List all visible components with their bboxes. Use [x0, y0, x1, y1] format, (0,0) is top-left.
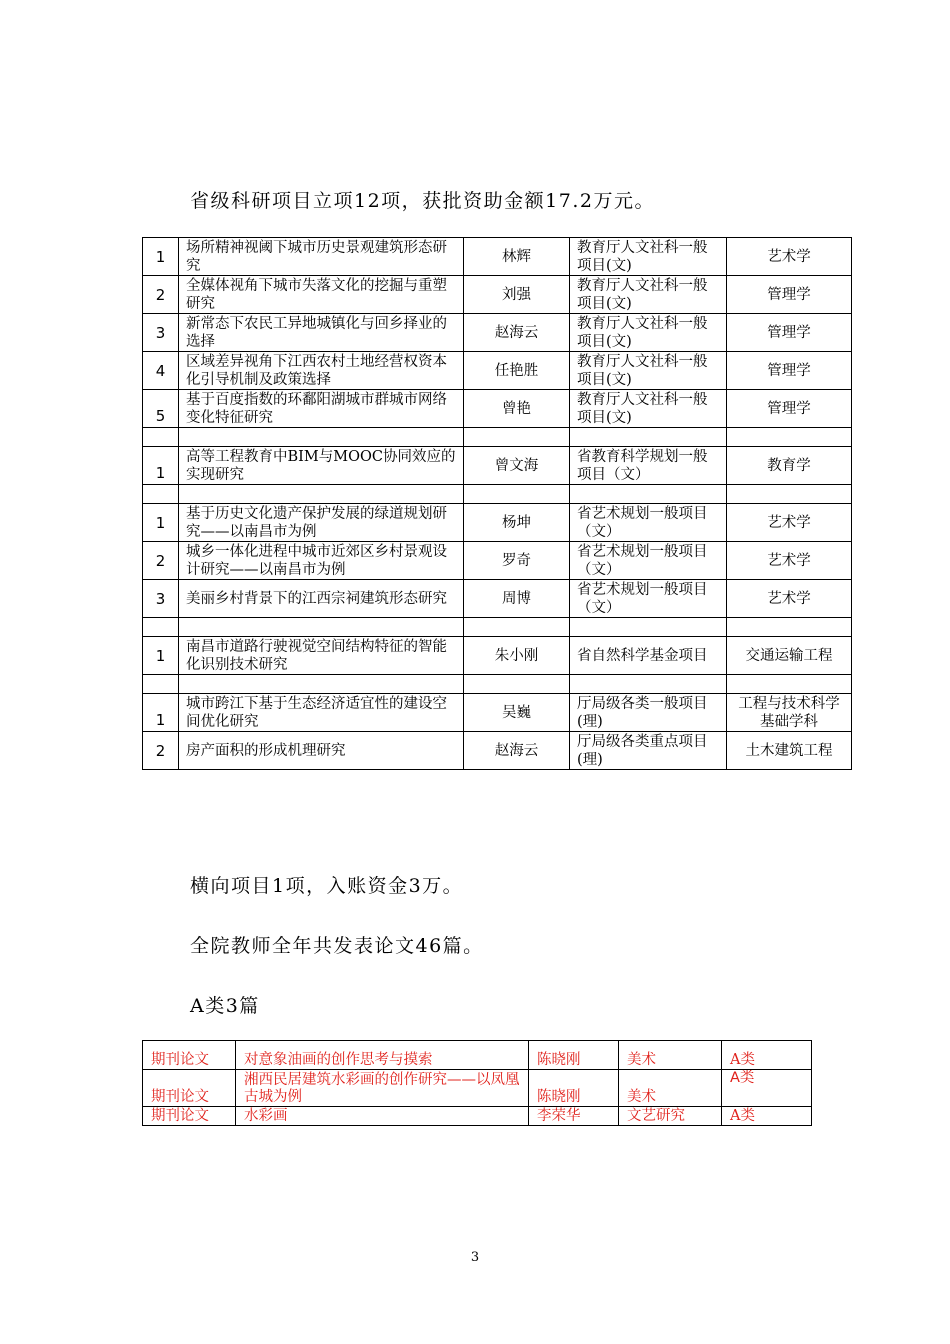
project-leader: 杨坤 [464, 504, 570, 542]
project-type: 厅局级各类重点项目(理) [570, 732, 727, 770]
paper-title: 湘西民居建筑水彩画的创作研究——以凤凰古城为例 [236, 1070, 529, 1107]
project-title: 房产面积的形成机理研究 [179, 732, 464, 770]
project-leader: 罗奇 [464, 542, 570, 580]
project-leader: 朱小刚 [464, 637, 570, 675]
project-type: 省艺术规划一般项目（文） [570, 504, 727, 542]
paper-type: 期刊论文 [143, 1070, 236, 1107]
project-leader: 曾艳 [464, 390, 570, 428]
project-subject: 管理学 [727, 352, 852, 390]
class-a-count: A类3篇 [190, 995, 260, 1017]
paper-grade: A类 [722, 1070, 812, 1107]
table-row [143, 580, 852, 618]
table-row [143, 1070, 812, 1107]
project-title: 城市跨江下基于生态经济适宜性的建设空间优化研究 [179, 694, 464, 732]
horizontal-projects-summary: 横向项目1项，入账资金3万。 [190, 875, 464, 897]
paper-field: 文艺研究 [619, 1107, 722, 1126]
paper-author: 李荣华 [529, 1107, 619, 1126]
project-subject: 工程与技术科学基础学科 [727, 694, 852, 732]
project-title: 城乡一体化进程中城市近郊区乡村景观设计研究——以南昌市为例 [179, 542, 464, 580]
table-row [143, 1107, 812, 1126]
class-a-papers-table [142, 1040, 812, 1126]
project-type: 教育厅人文社科一般项目(文) [570, 276, 727, 314]
project-title: 基于历史文化遗产保护发展的绿道规划研究——以南昌市为例 [179, 504, 464, 542]
project-type: 教育厅人文社科一般项目(文) [570, 352, 727, 390]
paper-title: 对意象油画的创作思考与摸索 [236, 1041, 529, 1070]
paper-author: 陈晓刚 [529, 1070, 619, 1107]
paper-type: 期刊论文 [143, 1041, 236, 1070]
project-number: 1 [143, 694, 179, 732]
table-row [143, 314, 852, 352]
table-row [143, 504, 852, 542]
table-row [143, 1041, 812, 1070]
empty-row [143, 485, 852, 504]
project-number: 1 [143, 637, 179, 675]
project-type: 省艺术规划一般项目（文） [570, 542, 727, 580]
paper-type: 期刊论文 [143, 1107, 236, 1126]
project-number: 2 [143, 732, 179, 770]
paper-grade: A类 [722, 1041, 812, 1070]
provincial-projects-summary: 省级科研项目立项12项，获批资助金额17.2万元。 [190, 190, 655, 212]
empty-row [143, 428, 852, 447]
table-row [143, 390, 852, 428]
project-subject: 土木建筑工程 [727, 732, 852, 770]
project-subject: 管理学 [727, 276, 852, 314]
project-number: 1 [143, 447, 179, 485]
project-type: 厅局级各类一般项目(理) [570, 694, 727, 732]
project-subject: 艺术学 [727, 542, 852, 580]
project-number: 1 [143, 238, 179, 276]
paper-author: 陈晓刚 [529, 1041, 619, 1070]
project-number: 1 [143, 504, 179, 542]
project-subject: 艺术学 [727, 504, 852, 542]
project-title: 高等工程教育中BIM与MOOC协同效应的实现研究 [179, 447, 464, 485]
project-type: 省自然科学基金项目 [570, 637, 727, 675]
table-row [143, 276, 852, 314]
project-subject: 管理学 [727, 314, 852, 352]
project-type: 教育厅人文社科一般项目(文) [570, 314, 727, 352]
project-title: 南昌市道路行驶视觉空间结构特征的智能化识别技术研究 [179, 637, 464, 675]
empty-row [143, 675, 852, 694]
page-number: 3 [470, 1250, 480, 1265]
project-number: 4 [143, 352, 179, 390]
project-title: 新常态下农民工异地城镇化与回乡择业的选择 [179, 314, 464, 352]
project-title: 基于百度指数的环鄱阳湖城市群城市网络变化特征研究 [179, 390, 464, 428]
project-leader: 曾文海 [464, 447, 570, 485]
project-leader: 吴巍 [464, 694, 570, 732]
provincial-projects-table [142, 237, 852, 770]
project-title: 区域差异视角下江西农村土地经营权资本化引导机制及政策选择 [179, 352, 464, 390]
project-number: 2 [143, 542, 179, 580]
project-title: 美丽乡村背景下的江西宗祠建筑形态研究 [179, 580, 464, 618]
project-number: 2 [143, 276, 179, 314]
project-title: 场所精神视阈下城市历史景观建筑形态研究 [179, 238, 464, 276]
table-row [143, 694, 852, 732]
project-number: 5 [143, 390, 179, 428]
project-title: 全媒体视角下城市失落文化的挖掘与重塑研究 [179, 276, 464, 314]
project-subject: 管理学 [727, 390, 852, 428]
empty-row [143, 618, 852, 637]
project-leader: 周博 [464, 580, 570, 618]
project-leader: 刘强 [464, 276, 570, 314]
project-number: 3 [143, 580, 179, 618]
project-subject: 交通运输工程 [727, 637, 852, 675]
project-subject: 艺术学 [727, 580, 852, 618]
table-row [143, 238, 852, 276]
table-row [143, 542, 852, 580]
project-leader: 任艳胜 [464, 352, 570, 390]
table-row [143, 732, 852, 770]
project-number: 3 [143, 314, 179, 352]
project-leader: 赵海云 [464, 314, 570, 352]
project-type: 教育厅人文社科一般项目(文) [570, 390, 727, 428]
paper-grade: A类 [722, 1107, 812, 1126]
papers-summary: 全院教师全年共发表论文46篇。 [190, 935, 484, 957]
project-subject: 教育学 [727, 447, 852, 485]
project-leader: 赵海云 [464, 732, 570, 770]
project-type: 教育厅人文社科一般项目(文) [570, 238, 727, 276]
project-type: 省教育科学规划一般项目（文） [570, 447, 727, 485]
project-leader: 林辉 [464, 238, 570, 276]
paper-field: 美术 [619, 1041, 722, 1070]
table-row [143, 352, 852, 390]
table-row [143, 447, 852, 485]
paper-field: 美术 [619, 1070, 722, 1107]
paper-title: 水彩画 [236, 1107, 529, 1126]
project-subject: 艺术学 [727, 238, 852, 276]
table-row [143, 637, 852, 675]
project-type: 省艺术规划一般项目（文） [570, 580, 727, 618]
